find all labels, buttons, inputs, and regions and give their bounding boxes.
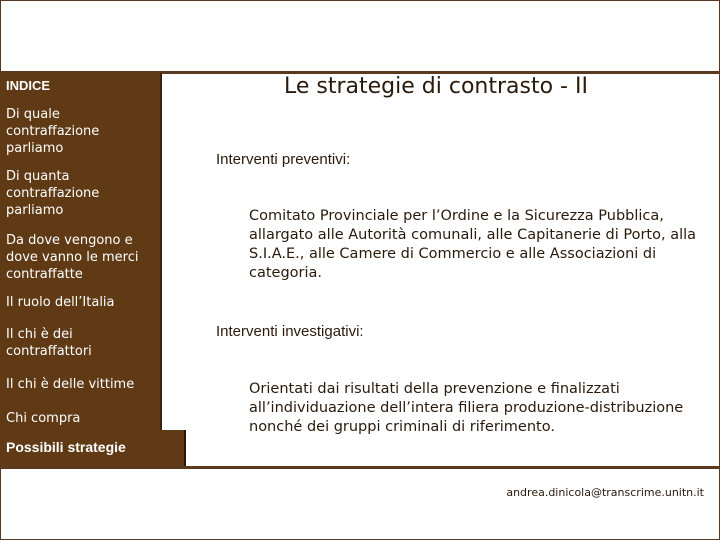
page-title: Le strategie di contrasto - II: [284, 74, 588, 99]
sidebar-selected-label: Possibili strategie: [6, 439, 126, 455]
index-sidebar: [0, 73, 162, 430]
sidebar-item-selected[interactable]: [0, 430, 186, 466]
sidebar-item-vittime[interactable]: Il chi è delle vittime: [6, 377, 135, 392]
sidebar-item-provenienza[interactable]: Da dove vengono e dove vanno le merci contraffatte: [6, 233, 139, 282]
sidebar-item-chi-compra[interactable]: Chi compra: [6, 411, 81, 426]
footer-rule: [0, 466, 720, 469]
sidebar-item-italia[interactable]: Il ruolo dell’Italia: [6, 295, 115, 310]
sidebar-item-contraffattori[interactable]: Il chi è dei contraffattori: [6, 327, 92, 359]
sidebar-title: INDICE: [6, 78, 51, 93]
sidebar-item-quale[interactable]: Di quale contraffazione parliamo: [6, 107, 100, 156]
section-heading-preventivi: Interventi preventivi:: [216, 151, 351, 168]
sidebar-item-quanta[interactable]: Di quanta contraffazione parliamo: [6, 169, 100, 218]
section-heading-investigativi: Interventi investigativi:: [216, 323, 364, 340]
footer-email[interactable]: andrea.dinicola@transcrime.unitn.it: [506, 486, 704, 499]
section-text-investigativi: Orientati dai risultati della prevenzione e finalizzati all’individuazione dell’intera filiera produzione-distribuzione nonché dei gruppi criminali di riferimento.: [249, 381, 684, 435]
section-text-preventivi: Comitato Provinciale per l’Ordine e la Sicurezza Pubblica, allargato alle Autorità comunali, alle Capitanerie di Porto, alla S.I.A.E., alle Camere di Commercio e alle Associazioni di categoria.: [249, 208, 697, 281]
